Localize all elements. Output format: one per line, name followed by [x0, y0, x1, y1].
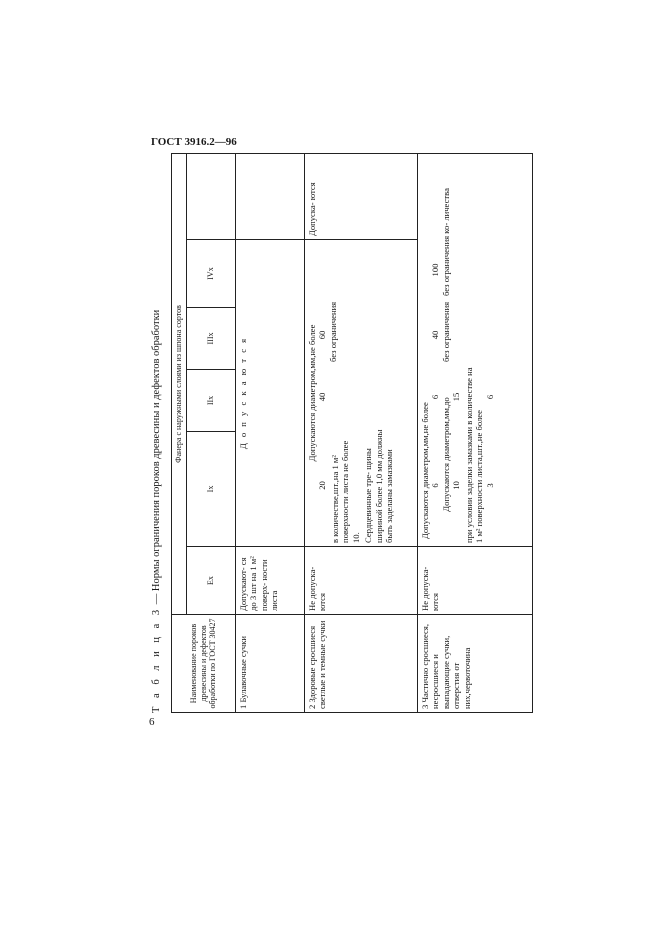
row3-a4: 100: [430, 263, 440, 277]
row2-values: [317, 243, 328, 543]
defects-table: [171, 153, 533, 713]
row3-values-a: [430, 157, 441, 543]
row2-allowed: [304, 240, 417, 547]
row2-grade-4: Допуска- ются: [304, 153, 417, 239]
header-grade-1: Iх: [186, 432, 235, 547]
header-group: Фанера с наружными слоями из шпона сортов: [172, 153, 187, 614]
row2-v3: 60: [317, 330, 327, 340]
row2-grade-e: Не допуска- ются: [304, 547, 417, 615]
row3-grade-e: Не допуска- ются: [417, 547, 532, 615]
row3-b2: 15: [451, 392, 461, 402]
row3-cond: при условии заделки замазками в количестве на 1 м² поверхности листа,шт.,не более: [463, 367, 484, 543]
row3-c1: 3: [484, 483, 495, 488]
row3-sub-head: Допускаются диаметром,мм,до: [440, 397, 451, 512]
table-caption-text: — Нормы ограничения пороков древесины и дефектов обработки: [151, 309, 162, 605]
row2-name: 2 Здоровые сросшиеся светлые и темные сучки: [304, 615, 417, 713]
header-defect-name: Наименование пороков древесины и дефектов обработки по ГОСТ 30427: [172, 615, 236, 713]
header-grade-e: Ех: [186, 547, 235, 615]
header-grade-3: IIIх: [186, 308, 235, 370]
row2-no-limit: без ограничения: [327, 301, 338, 362]
row3-a2: 6: [430, 394, 440, 400]
row1-allowed: Д о п у с к а ю т с я: [235, 240, 304, 547]
header-grade-4: IVх: [186, 240, 235, 308]
header-grade-2: IIх: [186, 370, 235, 432]
row3-no-limit-b: без ограничения ко- личества: [440, 188, 451, 296]
table-caption-prefix: Т а б л и ц а 3: [151, 606, 162, 713]
table-header-row-1: [172, 153, 187, 712]
row2-crack-note: Сердцевинные тре- щины шириной более 1,0 мм должны быть заделаны замазками: [363, 429, 394, 543]
row1-grade-4: [235, 153, 304, 239]
row1-grade-e: Допускают- ся до 3 шт на 1 м² поверх- ности листа: [235, 547, 304, 615]
row3-a1: 6: [430, 483, 440, 488]
table-row: [417, 153, 532, 712]
row3-no-limit-a: без ограничения: [440, 301, 451, 362]
table-row: [304, 153, 417, 712]
document-header: ГОСТ 3916.2—96: [151, 136, 237, 148]
row2-count-note: в количестве,шт.,на 1 м² поверхности листа не более 10.: [329, 440, 361, 543]
row2-v1: 20: [317, 481, 327, 490]
rotated-table-block: [151, 154, 522, 713]
table-caption: [151, 154, 167, 713]
row3-b1: 10: [451, 481, 461, 490]
table-row: [235, 153, 304, 712]
row3-c2: 6: [484, 394, 495, 400]
page-number: 6: [149, 716, 155, 728]
row3-span-head: Допускаются диаметром,мм,не более: [419, 402, 430, 539]
row3-name: 3 Частично сросшиеся, несросшиеся и выпадающие сучки, отверстия от них,червоточина: [417, 615, 532, 713]
row3-allowed: [417, 153, 532, 546]
row1-name: 1 Булавочные сучки: [235, 615, 304, 713]
row2-span-head: Допускаются диаметром,мм,не более: [306, 324, 317, 462]
row3-a3: 40: [430, 330, 440, 340]
row2-v2: 40: [317, 392, 327, 402]
